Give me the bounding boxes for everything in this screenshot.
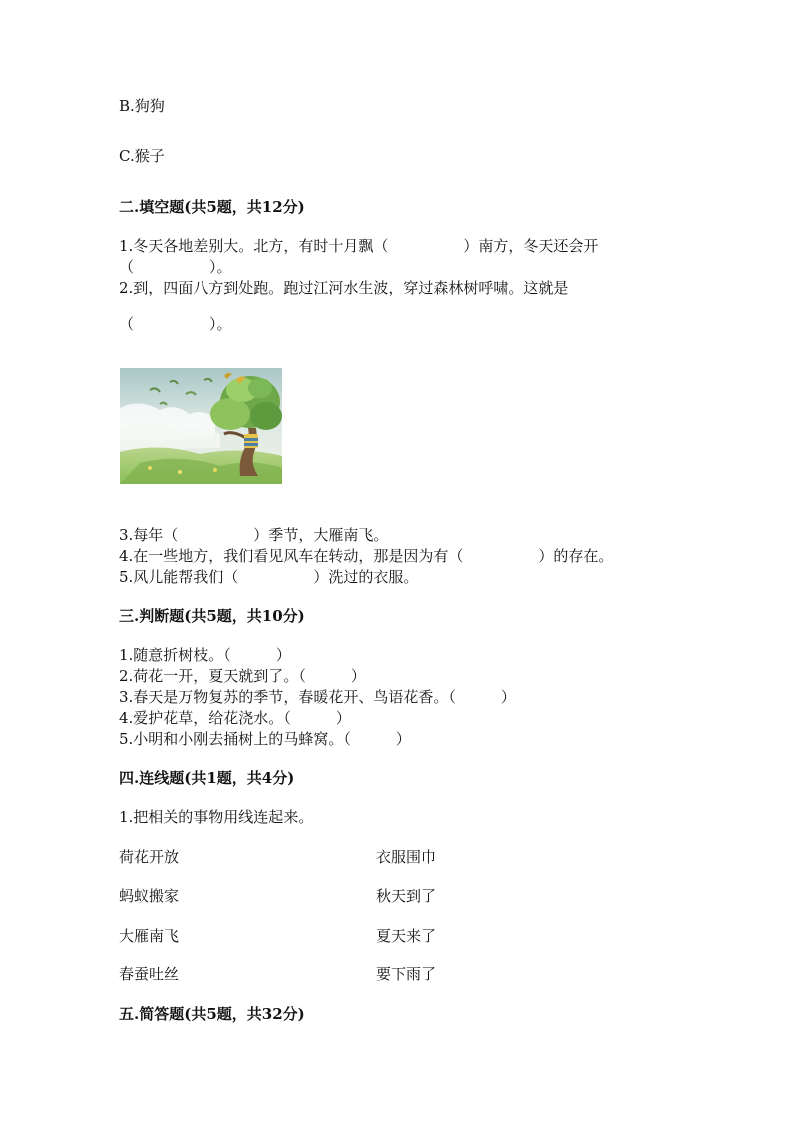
section-2-heading: 二.填空题(共5题，共12分) (119, 198, 305, 216)
match-right-item-1: 衣服围巾 (376, 848, 437, 866)
option-b: B.狗狗 (119, 97, 165, 115)
section-4-heading: 四.连线题(共1题，共4分) (119, 769, 295, 787)
fill-question-1-line-2: （ ）。 (119, 258, 232, 276)
section-3-heading: 三.判断题(共5题，共10分) (119, 607, 305, 625)
match-left-item-4: 春蚕吐丝 (119, 965, 180, 983)
section-5-heading: 五.简答题(共5题，共32分) (119, 1005, 305, 1023)
fill-question-4: 4.在一些地方，我们看见风车在转动，那是因为有（ ）的存在。 (119, 547, 614, 565)
match-instruction: 1.把相关的事物用线连起来。 (119, 808, 314, 826)
judge-question-2: 2.荷花一开，夏天就到了。（ ） (119, 667, 366, 685)
judge-question-4: 4.爱护花草，给花浇水。（ ） (119, 709, 351, 727)
fill-question-1-line-1: 1.冬天各地差别大。北方，有时十月飘（ ）南方，冬天还会开 (119, 237, 599, 255)
judge-question-3: 3.春天是万物复苏的季节，春暖花开、鸟语花香。（ ） (119, 688, 516, 706)
match-right-item-3: 夏天来了 (376, 927, 437, 945)
judge-question-1: 1.随意折树枝。（ ） (119, 646, 291, 664)
wind-tree-illustration (120, 368, 282, 484)
fill-question-5: 5.风儿能帮我们（ ）洗过的衣服。 (119, 568, 419, 586)
match-left-item-1: 荷花开放 (119, 848, 180, 866)
match-right-item-2: 秋天到了 (376, 887, 437, 905)
match-left-item-3: 大雁南飞 (119, 927, 180, 945)
fill-question-2-line-2: （ ）。 (119, 315, 232, 333)
fill-question-3: 3.每年（ ）季节，大雁南飞。 (119, 526, 389, 544)
fill-question-2-line-1: 2.到，四面八方到处跑。跑过江河水生波，穿过森林树呼啸。这就是 (119, 279, 569, 297)
judge-question-5: 5.小明和小刚去捅树上的马蜂窝。（ ） (119, 730, 411, 748)
match-right-item-4: 要下雨了 (376, 965, 437, 983)
match-left-item-2: 蚂蚁搬家 (119, 887, 180, 905)
option-c: C.猴子 (119, 147, 165, 165)
